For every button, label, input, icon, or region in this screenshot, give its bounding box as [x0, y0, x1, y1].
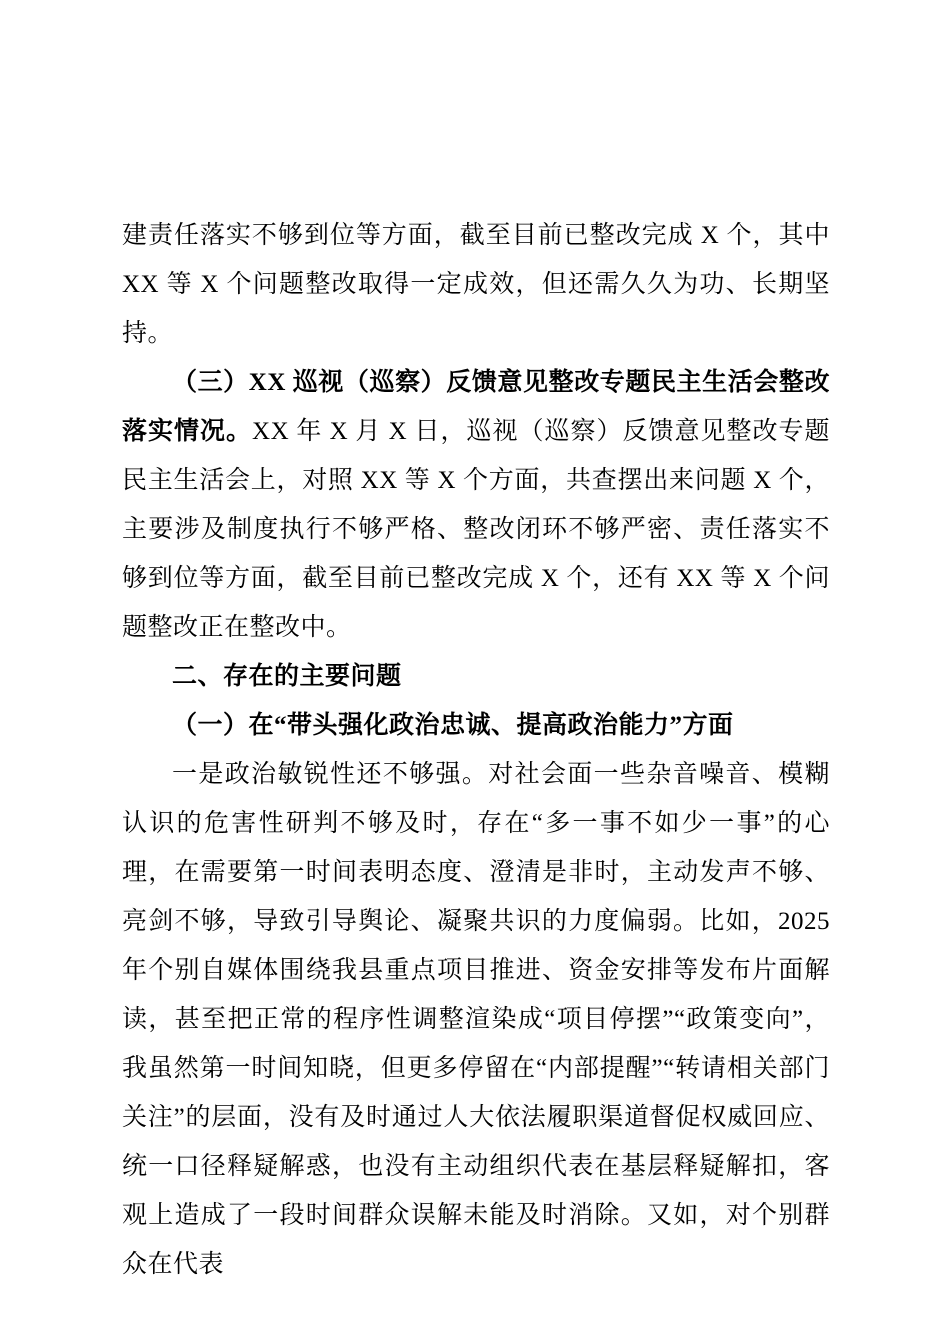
paragraph-section-3 [122, 358, 830, 652]
section-heading-2: 二、存在的主要问题 [172, 662, 402, 690]
section-3-body-text: XX 年 X 月 X 日，巡视（巡察）反馈意见整改专题民主生活会上，对照 XX 等 X 个方面，共查摆出来问题 X 个，主要涉及制度执行不够严格、整改闭环不够严密、责任落实不够到位等方面，截至目前已整改完成 X 个，还有 XX 等 X 个问题整改正在整改中。 [122, 418, 830, 641]
sub-heading-2-1: （一）在“带头强化政治忠诚、提高政治能力”方面 [172, 712, 734, 739]
section-3-lead-sentence: （三）XX 巡视（巡察）反馈意见整改专题民主生活会整改落实情况。 [122, 369, 830, 445]
paragraph-problem-1: 一是政治敏锐性还不够强。对社会面一些杂音噪音、模糊认识的危害性研判不够及时，存在“多一事不如少一事”的心理，在需要第一时间表明态度、澄清是非时，主动发声不够、亮剑不够，导致引导舆论、凝聚共识的力度偏弱。比如，2025 年个别自媒体围绕我县重点项目推进、资金安排等发布片面解读，甚至把正常的程序性调整渲染成“项目停摆”“政策变向”，我虽然第一时间知晓，但更多停留在“内部提醒”“转请相关部门关注”的层面，没有及时通过人大依法履职渠道督促权威回应、统一口径释疑解惑，也没有主动组织代表在基层释疑解扣，客观上造成了一段时间群众误解未能及时消除。又如，对个别群众在代表 [122, 761, 830, 1278]
paragraph-continuation: 建责任落实不够到位等方面，截至目前已整改完成 X 个，其中 XX 等 X 个问题整改取得一定成效，但还需久久为功、长期坚持。 [122, 222, 830, 347]
